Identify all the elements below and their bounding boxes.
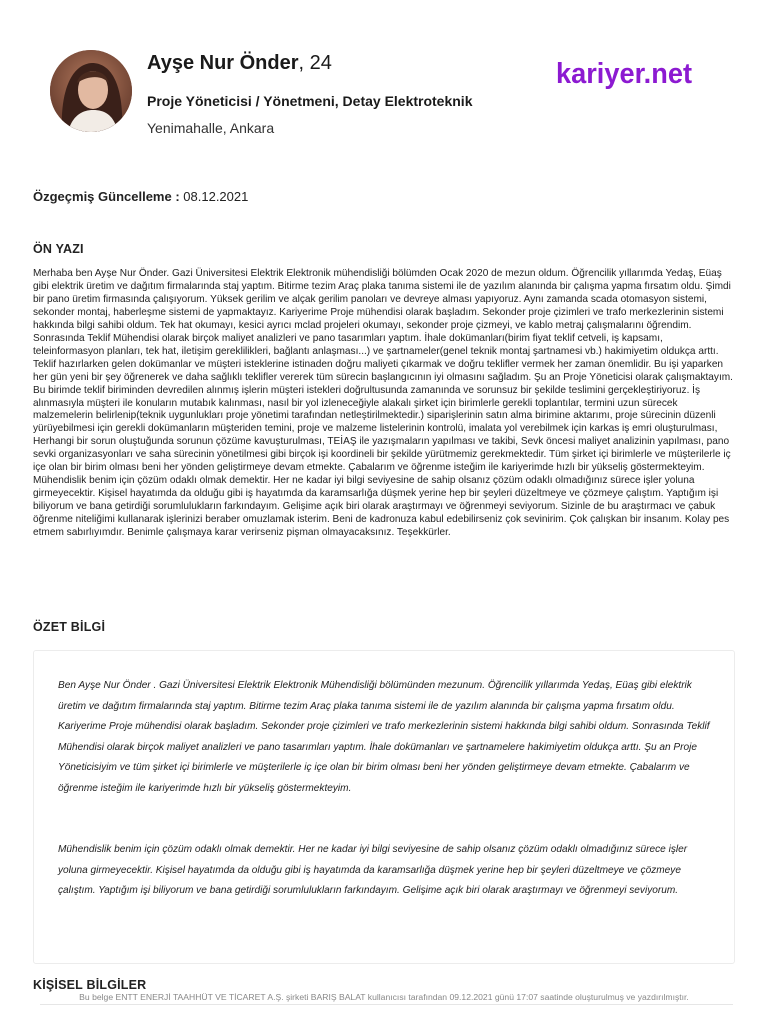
updated-value: 08.12.2021 (179, 189, 249, 204)
location: Yenimahalle, Ankara (147, 120, 275, 136)
cover-letter-heading: ÖN YAZI (33, 242, 84, 256)
profile-photo (50, 50, 132, 132)
job-title: Proje Yöneticisi / Yönetmeni, Detay Elektroteknik (147, 93, 473, 109)
candidate-age: , 24 (298, 52, 332, 74)
summary-heading: ÖZET BİLGİ (33, 620, 106, 634)
candidate-name: Ayşe Nur Önder (147, 52, 299, 74)
footer-print-note: Bu belge ENTT ENERJİ TAAHHÜT VE TİCARET A.Ş. şirketi BARIŞ BALAT kullanıcısı tarafından 09.12.2021 günü 17:07 saatinde oluşturulmuş ve yazdırılmıştır. (79, 992, 689, 1002)
person-photo-icon (50, 50, 132, 132)
updated-date-line (33, 189, 248, 204)
candidate-name-line (147, 52, 332, 75)
cover-letter-text: Merhaba ben Ayşe Nur Önder. Gazi Üniversitesi Elektrik Elektronik mühendisliği bölümden Ocak 2020 de mezun oldum. Öğrencilik yıllarımda Yedaş, Eüaş gibi elektrik üretim ve dağıtım firmalarında staj yaptım. Bitirme tezim Araç plaka tanıma sistemi ile de yazılım alanında bir çalışma yapma fırsatım oldu. Şimdi bir pano üretim firmasında çalışıyorum. Yüksek gerilim ve alçak gerilim panoları ve devreye alması yapıyoruz. Aynı zamanda scada otomasyon sistemi, sekonder montaj, haberleşme sistemi de yapmaktayız. Kariyerime Proje mühendisi olarak başladım. Sekonder proje çizimleri ve trafo merkezlerinin sistemi hakkında bilgi sahibi oldum. Tek hat okumayı, kesici ayrıcı mclad projeleri okumayı, sekonder proje çizmeyi, ve kablo metraj çalışmalarını öğrendim. Sonrasında Teklif Mühendisi olarak birçok maliyet analizleri ve pano tasarımları yaptım. İhale dokümanları(birim fiyat teklif cetveli, iş kapsamı, teleinformasyon planları, tek hat, iletişim gereklilikleri, bağlantı anlaşması...) ve şartnameler(genel teknik montaj şartnamesi vb.) hakimiyetim oldukça arttı. Teklif hazırlarken gelen dokümanlar ve müşteri isteklerine istinaden doğru maliyeti çıkarmak ve doğru teklifler vermek her zaman önemlidir. Bu işi yaparken her gün yeni bir şey öğrenerek ve daha sağlıklı teklifler vererek tüm sürecin başlangıcının iyi olmasını sağladım. Şu an Proje Yöneticisi olarak çalışmaktayım. Bu birimde teklif biriminden devredilen alınmış işlerin müşteri istekleri doğrultusunda zamanında ve sorunsuz bir şekilde teslimini gerçekleştiriyoruz. İş alınmasıyla müşteri ile konuların mutabık kalınması, nasıl bir yol izleneceğiyle alakalı şirket için birimlerle gerekli toplantılar, termini uzun sürecek malzemelerin belirlenip(teknik uygunlukları proje yönetimi tarafından netleştirilmektedir.) siparişlerinin satın alma birimine aktarımı, proje sürecinin düzenli yürüyebilmesi için gerekli dokümanların müşteriden temini, proje ve malzeme listelerinin kontrolü, imalata yol verebilmek için karkas iş emri oluşturulması, Herhangi bir sorun oluştuğunda sorunun çözüme kavuşturulması, TEİAŞ ile yazışmaların yapılması ve takibi, Sevk öncesi maliyet analizinin yapılması, pano sevki organizasyonları ve saha sürecinin yönetilmesi gibi birçok işi koordineli bir şekilde yürütmemiz gerekmektedir. Tüm şirket içi birimlerle ve müşterilerle iç içe olan bir birim olması beni her yönden geliştirmeye devam etmekte. Çabalarım ve öğrenme isteğim ile kariyerimde hızlı bir yükseliş göstermekteyim. Mühendislik benim için çözüm odaklı olmak demektir. Her ne kadar iyi bilgi seviyesine de sahip olsanız çözüm odaklı olmadığınız sürece işler yoluna girmeyecektir. Kişisel hayatımda da olduğu gibi iş hayatımda da karamsarlığa düşmek yerine hep bir şeyleri düzeltmeye ve çözmeye çalıştım. Yaptığım işi biliyorum ve bana getirdiği sorumlulukların farkındayım. Gelişime açık biri olarak araştırmayı ve öğrenmeyi seviyorum. Sizinle de bu araştırmacı ve çabuk öğrenme niteliğimi kullanarak işlerinizi beraber omuzlamak isterim. Beni de kadronuza kabul edebilirseniz çok sevinirim. Çok çalışkan bir insanım. Kolay pes etmem sabırlıyımdır. Benimle çalışmaya karar verirseniz pişman olmayacaksınız. Teşekkürler. (33, 268, 733, 539)
summary-paragraph-1: Ben Ayşe Nur Önder . Gazi Üniversitesi Elektrik Elektronik Mühendisliği bölümünden mezunum. Öğrencilik yıllarımda Yedaş, Eüaş gibi elektrik üretim ve dağıtım firmalarında staj yaptım. Bitirme tezim Araç plaka tanıma sistemi ile de yazılım alanında bir çalışma yapma fırsatım oldu. Kariyerime Proje mühendisi olarak başladım. Sekonder proje çizimleri ve trafo merkezlerinin sistemi hakkında bilgi sahibi oldum. Sonrasında Teklif Mühendisi olarak birçok maliyet analizleri ve pano tasarımları yaptım. İhale dokümanları ve şartnamelere hakimiyetim oldukça arttı. Şu an Proje Yöneticisiyim ve tüm şirket içi birimlerle ve müşterilerle iç içe olan bir birim olması beni her yönden geliştirmeye devam etmekte. Çabalarım ve öğrenme isteğim ile kariyerimde hızlı bir yükseliş göstermekteyim. (58, 680, 710, 794)
footer-divider (40, 1004, 733, 1005)
summary-box (33, 650, 735, 964)
summary-paragraph-2: Mühendislik benim için çözüm odaklı olmak demektir. Her ne kadar iyi bilgi seviyesine de sahip olsanız çözüm odaklı olmadığınız sürece işler yoluna girmeyecektir. Kişisel hayatımda da olduğu gibi iş hayatımda da karamsarlığa düşmek yerine hep bir şeyleri düzeltmeye ve çözmeye çalıştım. Yaptığım işi biliyorum ve bana getirdiği sorumlulukların farkındayım. Gelişime açık biri olarak araştırmayı ve öğrenmeyi seviyorum. (58, 844, 688, 897)
kariyer-net-logo (556, 56, 692, 92)
personal-info-heading: KİŞİSEL BİLGİLER (33, 978, 147, 992)
updated-label: Özgeçmiş Güncelleme : (33, 189, 180, 204)
svg-text:kariyer.net: kariyer.net (556, 58, 692, 90)
